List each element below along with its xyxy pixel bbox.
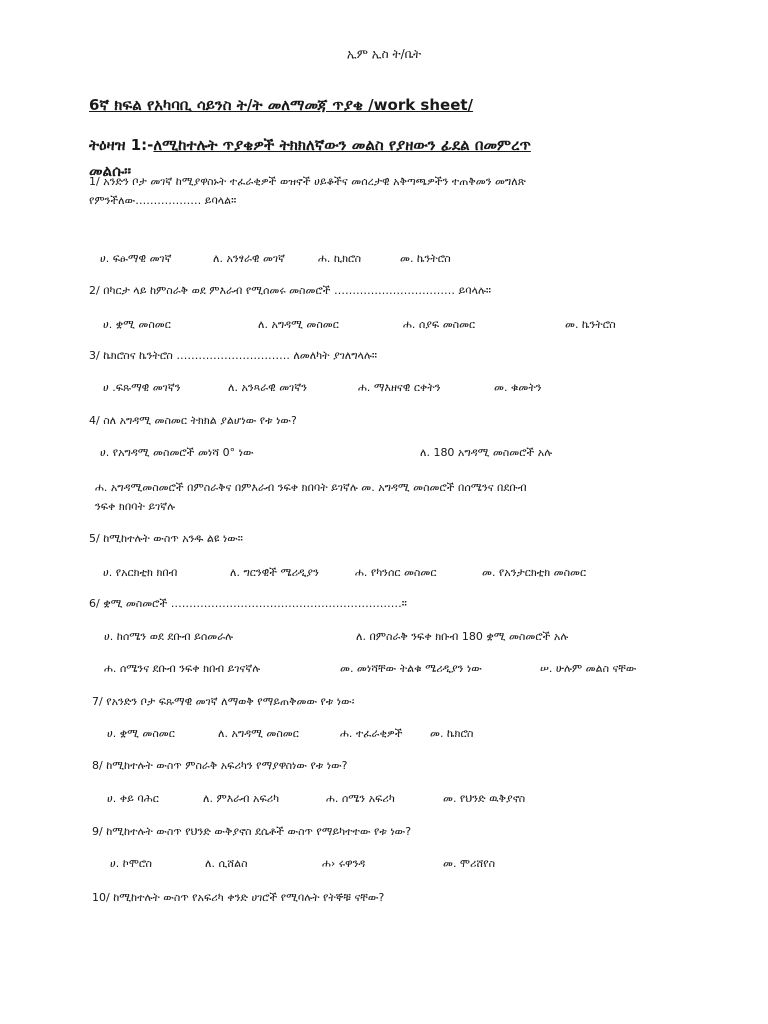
question-10-line-1: 10/ ከሚከተሉት ውስጥ የአፍሪካ ቀንድ ሀገሮች የሚባሉት የትኞቹ ናቸው? (92, 891, 385, 904)
q6-option-a: ሀ. ከሰሜን ወደ ደቡብ ይሰመራሉ (104, 630, 234, 643)
q7-option-d: መ. ኬክሮስ (430, 727, 474, 740)
worksheet-title: 6ኛ ክፍል የአካባቢ ሳይንስ ት/ት መለማመጃ ጥያቄ /work sheet/ (89, 96, 474, 114)
q3-option-a: ሀ .ፍጹማዊ መገኛን (103, 381, 181, 394)
q9-option-b: ለ. ሲሸልስ (205, 857, 248, 870)
q3-option-d: መ. ቁመትን (494, 381, 542, 394)
q4-option-c-line-2: ንፍቀ ክበባት ይገኛሉ (95, 500, 176, 513)
instruction-line-2: መልሱ። (89, 162, 132, 180)
q7-option-a: ሀ. ቋሚ መስመር (107, 727, 175, 740)
q3-option-b: ለ. አንጻራዊ መገኛን (228, 381, 307, 394)
q2-option-b: ለ. አግዳሚ መስመር (258, 318, 339, 331)
q2-option-d: መ. ኬንትሮስ (565, 318, 616, 331)
question-8-line-1: 8/ ከሚከተሉት ውስጥ ምስራቅ አፍሪካን የማያዋስነው የቱ ነው? (92, 759, 348, 772)
q5-option-a: ሀ. የአርክቲክ ክበብ (103, 566, 178, 579)
question-1-line-2: የምንችለው……………… ይባላል። (89, 194, 237, 207)
question-9-line-1: 9/ ከሚከተሉት ውስጥ የህንድ ውቅያኖስ ደሴቶች ውስጥ የማይካተተው የቱ ነው? (92, 825, 412, 838)
q2-option-a: ሀ. ቋሚ መስመር (103, 318, 171, 331)
q1-option-d: መ. ኬንትሮስ (400, 252, 451, 265)
q3-option-c: ሐ. ማእዘናዊ ርቀትን (358, 381, 441, 394)
question-4-line-1: 4/ ስለ አግዳሚ መስመር ትክክል ያልሆነው የቱ ነው? (89, 414, 297, 427)
q7-option-c: ሐ. ተፈራቂዎች (340, 727, 403, 740)
instruction-text: ለሚከተሉት ጥያቄዎች ትክክለኛውን መልስ የያዘውን ፊደል በመምረጥ (153, 136, 531, 154)
q7-option-b: ለ. አግዳሚ መስመር (218, 727, 299, 740)
question-3-line-1: 3/ ኬክሮስና ኬንትሮስ …………………………. ለመለካት ያገለግላሉ። (89, 349, 377, 362)
q5-option-b: ለ. ግርንዊች ሜሪዲያን (230, 566, 319, 579)
q8-option-d: መ. የህንድ ዉቅያኖስ (443, 792, 526, 805)
q6-option-d: መ. መነሻቸው ትልቁ ሜሪዲያን ነው (340, 662, 482, 675)
q1-option-a: ሀ. ፍፁማዊ መገኛ (100, 252, 172, 265)
q5-option-c: ሐ. የካንሰር መስመር (355, 566, 437, 579)
instruction-line-1 (89, 136, 531, 154)
q1-option-c: ሐ. ኪክሮስ (318, 252, 362, 265)
q6-option-e: ሠ. ሁሉም መልስ ናቸው (540, 662, 637, 675)
question-1-line-1: 1/ አንድን ቦታ መገኛ ከሚያዋስኑት ተፈራቂዎች ወዝኖች ሀይቆችና መሰረታዊ አቅጣጫዎችን ተጠቅመን መግለጽ (89, 175, 526, 188)
q6-option-c: ሐ. ሰሜንና ደቡብ ንፍቀ ክበብ ይገናኛሉ (104, 662, 261, 675)
q2-option-c: ሐ. ሰያፍ መስመር (403, 318, 476, 331)
q1-option-b: ለ. አንፃራዊ መገኛ (213, 252, 285, 265)
instruction-label: ትዕዛዝ 1:- (89, 136, 154, 154)
q9-option-a: ሀ. ኮሞሮስ (110, 857, 152, 870)
q8-option-b: ለ. ምእራብ አፍሪካ (203, 792, 280, 805)
q6-option-b: ለ. በምስራቅ ንፍቀ ክቡብ 180 ቋሚ መስመሮች አሉ (356, 630, 569, 643)
question-5-line-1: 5/ ከሚከተሉት ውስጥ አንዱ ልዩ ነው። (89, 532, 243, 545)
question-7-line-1: 7/ የአንድን ቦታ ፍጹማዊ መገኛ ለማወቅ የማይጠቅመው የቱ ነው፡ (92, 695, 355, 708)
question-6-line-1: 6/ ቋሚ መስመሮች ………………………………………………………። (89, 597, 407, 610)
q4-option-b: ለ. 180 አግዳሚ መስመሮች አሉ (420, 446, 553, 459)
q9-option-d: መ. ሞሪሸየስ (443, 857, 496, 870)
q5-option-d: መ. የአንታርክቲክ መስመር (482, 566, 587, 579)
q9-option-c: ሐ› ሩዋንዳ (322, 857, 366, 870)
school-header: ኢም ኢስ ት/ቤት (346, 47, 422, 61)
q8-option-a: ሀ. ቀይ ባሕር (107, 792, 159, 805)
q8-option-c: ሐ. ሰሜን አፍሪካ (326, 792, 395, 805)
question-2-line-1: 2/ በካርታ ላይ ከምስራቅ ወደ ምእራብ የሚሰመሩ መስመሮች …………………………… ይባላሉ። (89, 284, 491, 297)
q4-option-a: ሀ. የአግዳሚ መስመሮች መነሻ 0° ነው (100, 446, 254, 459)
q4-option-c-line-1: ሐ. አግዳሚመስመሮች በምስራቅና በምእራብ ንፍቀ ክበባት ይገኛሉ መ. አግዳሚ መስመሮች በሰሜንና በደቡብ (95, 481, 527, 494)
